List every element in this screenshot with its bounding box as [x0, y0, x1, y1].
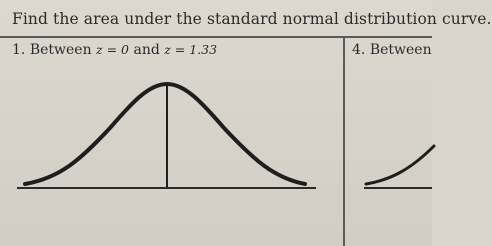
instruction-text: Find the area under the standard normal distribution curve. — [12, 10, 492, 28]
problem-1-and: and — [133, 42, 160, 58]
problem-4-number: 4. — [352, 42, 366, 58]
problem-1-number: 1. — [12, 42, 26, 58]
problem-1-normal-curve — [25, 84, 305, 184]
problem-1-z-start: z = 0 — [96, 42, 130, 57]
problem-4-normal-curve-partial — [366, 146, 434, 184]
problem-1-between: Between — [29, 42, 92, 58]
problem-4-between: Between — [369, 42, 432, 58]
problem-1-z-end: z = 1.33 — [164, 42, 218, 57]
